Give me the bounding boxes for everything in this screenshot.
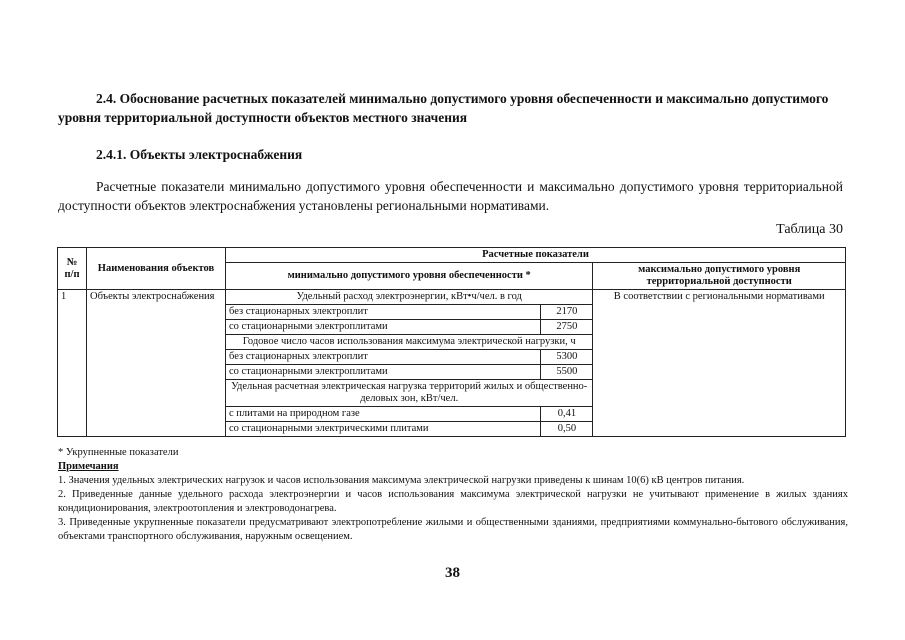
cell-max: В соответствии с региональными нормативами xyxy=(593,290,846,437)
group2-row1-value: 5300 xyxy=(541,350,593,365)
group2-row2-value: 5500 xyxy=(541,365,593,380)
table-row xyxy=(58,290,846,305)
intro-paragraph: Расчетные показатели минимально допустимого уровня обеспеченности и максимально допустимого уровня территориальной доступности объектов электроснабжения установлены региональными нормативами. xyxy=(58,179,843,213)
table-caption: Таблица 30 xyxy=(776,222,843,237)
group2-row2-label: со стационарными электроплитами xyxy=(226,365,541,380)
header-min: минимально допустимого уровня обеспеченности * xyxy=(226,263,593,290)
cell-num: 1 xyxy=(58,290,87,437)
header-group: Расчетные показатели xyxy=(226,248,846,263)
group1-title: Удельный расход электроэнергии, кВт•ч/чел. в год xyxy=(226,290,593,305)
indicators-table xyxy=(57,247,846,437)
group1-row1-label: без стационарных электроплит xyxy=(226,305,541,320)
footnote: * Укрупненные показатели xyxy=(58,447,179,458)
header-max: максимально допустимого уровня территориальной доступности xyxy=(593,263,846,290)
group3-row2-value: 0,50 xyxy=(541,422,593,437)
header-num: № п/п xyxy=(58,248,87,290)
group2-title: Годовое число часов использования максимума электрической нагрузки, ч xyxy=(226,335,593,350)
group2-row1-label: без стационарных электроплит xyxy=(226,350,541,365)
group3-row1-value: 0,41 xyxy=(541,407,593,422)
group3-title: Удельная расчетная электрическая нагрузка территорий жилых и общественно-деловых зон, кВт/чел. xyxy=(226,380,593,407)
page-number: 38 xyxy=(445,565,460,581)
group1-row1-value: 2170 xyxy=(541,305,593,320)
table-header-row xyxy=(58,248,846,263)
note-item: 1. Значения удельных электрических нагрузок и часов использования максимума электрической нагрузки приведены к шинам 10(6) кВ центров питания. xyxy=(58,475,745,486)
section-heading: 2.4. Обоснование расчетных показателей минимально допустимого уровня обеспеченности и максимально допустимого уровня территориальной доступности объектов местного значения xyxy=(58,91,829,125)
notes-title: Примечания xyxy=(58,461,119,472)
cell-name: Объекты электроснабжения xyxy=(87,290,226,437)
group1-row2-value: 2750 xyxy=(541,320,593,335)
header-name: Наименования объектов xyxy=(87,248,226,290)
note-item: 2. Приведенные данные удельного расхода электроэнергии и часов использования максимума электрической нагрузки не учитывают применение в жилых зданиях кондиционирования, электроотопления и электроводонагрева. xyxy=(58,489,848,514)
group3-row1-label: с плитами на природном газе xyxy=(226,407,541,422)
notes-block xyxy=(58,446,848,544)
group1-row2-label: со стационарными электроплитами xyxy=(226,320,541,335)
subsection-heading: 2.4.1. Объекты электроснабжения xyxy=(96,147,303,162)
group3-row2-label: со стационарными электрическими плитами xyxy=(226,422,541,437)
note-item: 3. Приведенные укрупненные показатели предусматривают электропотребление жилыми и общественными зданиями, предприятиями коммунально-бытового обслуживания, объектами транспортного обслуживания, наружным освещением. xyxy=(58,517,848,542)
